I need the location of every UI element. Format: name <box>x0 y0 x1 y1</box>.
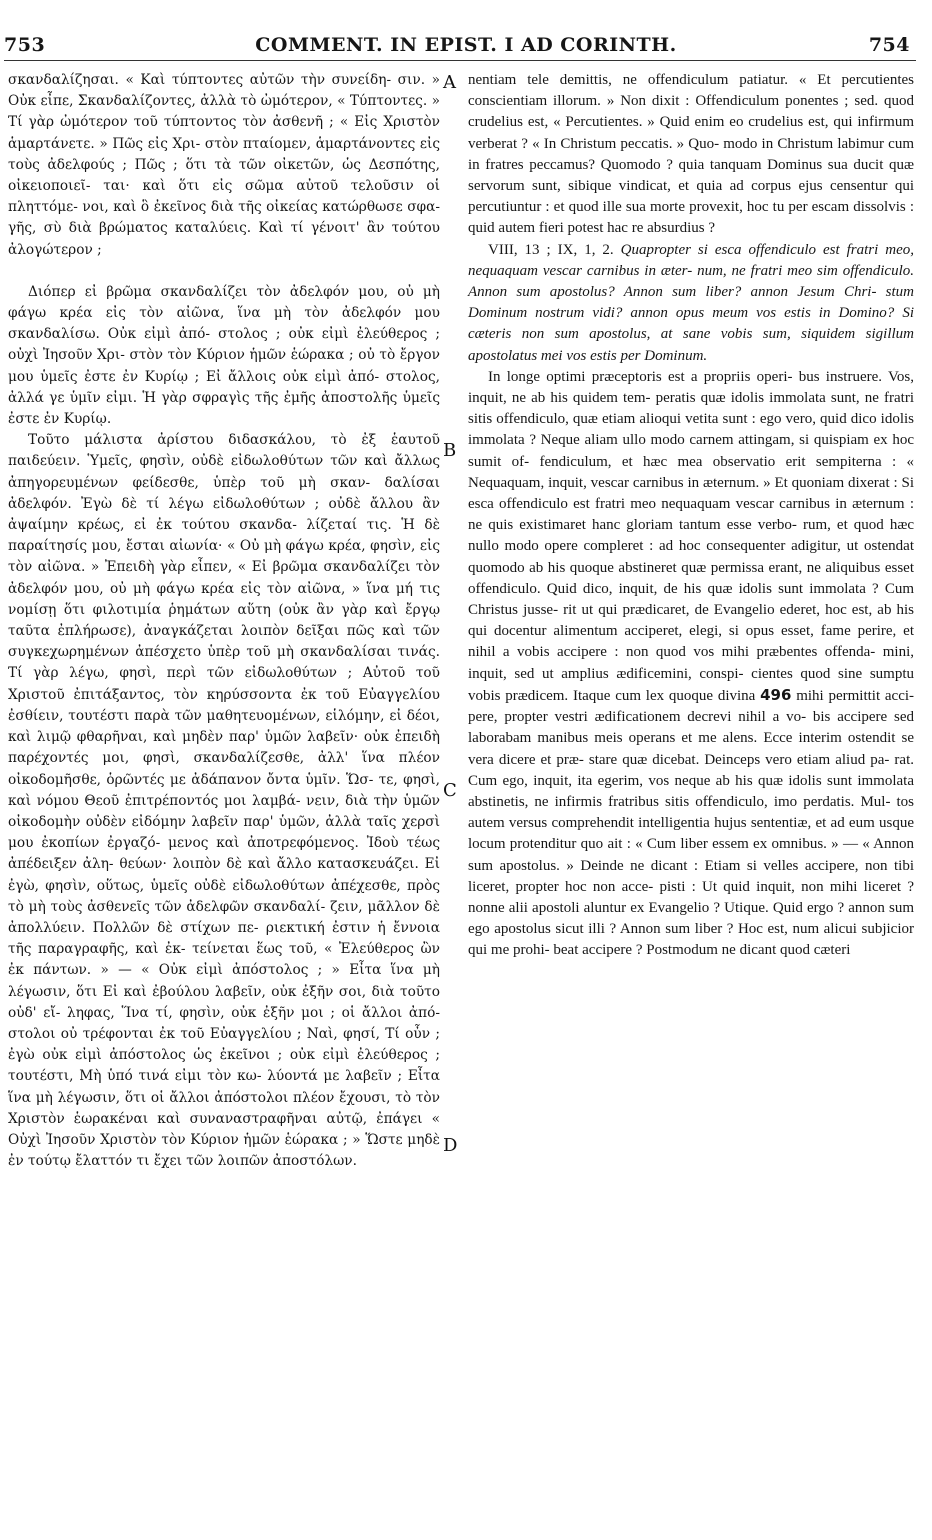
marker-c: C <box>443 780 457 801</box>
marker-b: B <box>443 440 457 461</box>
scripture-text: Quapropter si esca offendiculo est fratri meo, nequaquam vescar carnibus in æter- num, ne fratri meo sim offendiculo. Annon sum apostolus? Annon sum liber? annon Jesum Chri- stum Dominum nostrum vidi? annon opus meum vos estis in Domino? Si cæteris non sum apostolus, at sane vobis sum, siquidem sigillum apostolatus mei vos estis per Dominum. <box>468 241 915 364</box>
page-number-right: 754 <box>868 34 910 56</box>
scripture-reference: VIII, 13 ; IX, 1, 2. <box>488 241 614 258</box>
marker-d: D <box>443 1135 458 1156</box>
column-number: 496 <box>760 685 792 704</box>
latin-paragraph-3-part-1: In longe optimi præceptoris est a propriis operi- bus instruere. Vos, inquit, ne ab his quidem tem- peratis quæ idolis immolata sunt, ne fratri sitis offendiculo, quæ etiam alioqui vetita sunt : ego vero, quid dico idolis immolata ? Neque aliam ullo modo carnem attingam, si quispiam ex hoc sumit of- fendiculum, et hæc mea observatio erit sempiterna : « Nequaquam, inquit, vescar carnibus in æternum. » Et quoniam dixerat : Si esca offendiculo est fratri meo nequaquam vescar carnibus in æternum : ne quis existimaret hanc gloriam tantum esse verbo- rum, et quod hæc nullo modo opere compleret : ad hoc consequenter adigitur, ut ostendat quomodo ab his quoque abstineret quæ permissa erant, ne aliquibus esset offendiculo. Quid dico, inquit, de his quæ idolis sunt immolata ? Cum Christus jusse- rit ut qui prædicaret, de Evangelio ederet, hoc est, ab his qui docentur alimentum acciperet, elegi, si opus esset, fame perire, et nihil a vobis accipere : non quod vos mihi præbentes offenda- mini, inquit, sed ut amplius ædificemini, conspi- cientes quod sine sumptu vobis prædicem. Itaque cum lex quoque divina <box>468 368 914 704</box>
latin-paragraph-3-part-2: mihi permittit acci- pere, propter vestri ædificationem decrevi nihil a vo- bis accipere sed laborabam manibus meis operans et me alens. Ecce interim ostendit se vera dicere et præ- stare quæ dicebat. Deinceps vero etiam aliud pa- rat. Cum ego, inquit, ita egerim, vos neque ab his quæ idolis sunt immolata abstinetis, ne infirmis fratribus sitis offendiculo, imo perdatis. Mul- tos autem versus comprehendit intelligentia hujus sententiæ, et ad eum usque locum protenditur quo ait : « Cum liber essem ex omnibus. » — « Annon sum apostolus. » Deinde ne dicant : Etiam si velles accipere, non tibi liceret, propter hoc non acce- pisti : Ut quid inquit, non mihi liceret ? nonne alii apostoli aluntur ex Evangelio ? Utique. Quid ergo ? annon sum ego apostolus sicut illi ? Annon sum liber ? Hoc est, num alicui subjicior qui me prohi- beat accipere ? Postmodum ne dicant quod cæteri <box>468 687 915 959</box>
greek-paragraph-2: Διόπερ εἰ βρῶμα σκανδαλίζει τὸν ἀδελφόν μου, οὐ μὴ φάγω κρέα εἰς τὸν αἰῶνα, ἵνα μὴ τὸν ἀδελφόν μου σκανδαλίσω. Οὐκ εἰμὶ ἀπό- στολος ; οὐκ εἰμὶ ἐλεύθερος ; οὐχὶ Ἰησοῦν Χρι- στὸν τὸν Κύριον ἡμῶν ἑώρακα ; οὐ τὸ ἔργον μου ὑμεῖς ἐστε ἐν Κυρίῳ ; Εἰ ἄλλοις οὐκ εἰμὶ ἀπό- στολος, ἀλλά γε ὑμῖν εἰμι. Ἡ γὰρ σφραγὶς τῆς ἐμῆς ἀποστολῆς ὑμεῖς ἐστε ἐν Κυρίῳ. <box>8 283 440 428</box>
header-rule <box>4 60 916 61</box>
running-title: COMMENT. IN EPIST. I AD CORINTH. <box>255 34 677 56</box>
latin-paragraph-2 <box>468 240 914 367</box>
marker-a: A <box>443 72 456 93</box>
latin-column <box>468 70 914 962</box>
latin-paragraph-3 <box>468 367 914 962</box>
latin-paragraph-1: nentiam tele demittis, ne offendiculum patiatur. « Et percutientes conscientiam illorum. » Non dixit : Offendiculum ponentes ; sed. quod crudelius est, « Percutientes. » Quid enim eo crudelius est, qui infirmum verberat ? « In Christum peccatis. » Quo- modo in Christum labimur cum in fratres peccamus? Quomodo ? quia tanquam Dominus sua ducit quæ servorum sunt, sibique vindicat, et quia ad corpus ejus censentur qui percutiuntur : et quod ille sua morte provexit, hoc tu per escam dissolvis : quid autem fieri potest hac re absurdius ? <box>468 72 914 237</box>
page-number-left: 753 <box>4 34 46 56</box>
greek-paragraph-3: Τοῦτο μάλιστα ἀρίστου διδασκάλου, τὸ ἐξ ἑαυτοῦ παιδεύειν. Ὑμεῖς, φησὶν, οὐδὲ εἰδωλοθύτων τῶν καὶ ἄλλως ἀπηγορευμένων φείδεσθε, ὑπὲρ τοῦ μὴ σκαν- δαλίσαι ἀδελφόν. Ἐγὼ δὲ τί λέγω εἰδωλοθύτων ; οὐδὲ ἄλλου ἂν ἀψαίμην κρέως, εἰ ἐκ τούτου σκανδα- λίζεταί τις. Ἡ δὲ παραίτησίς μου, ἔσται αἰωνία· « Οὐ μὴ φάγω κρέα, φησὶν, εἰς τὸν αἰῶνα. » Ἐπειδὴ γὰρ εἶπεν, « Εἰ βρῶμα σκανδαλίζει τὸν ἀδελφόν μου, οὐ μὴ φάγω κρέα εἰς τὸν αἰῶνα, » ἵνα μή τις νομίσῃ ὅτι φιλοτιμία ῥημάτων αὕτη (οὐκ ἂν γὰρ καὶ ἔργῳ ταῦτα ἐπλήρωσε), ἀναγκάζεται λοιπὸν δεῖξαι πῶς καὶ τῶν συγκεχωρημένων ἀπέσχετο ὑπὲρ τοῦ μὴ σκανδαλίσαι τινάς. Τί γὰρ λέγω, φησὶ, περὶ τῶν εἰδωλοθύτων ; Αὐτοῦ τοῦ Χριστοῦ ἐπιτάξαντος, τὸν κηρύσσοντα ἐκ τοῦ Εὐαγγελίου ἐσθίειν, τουτέστι παρὰ τῶν μαθητευομένων, εἱλόμην, εἰ δέοι, καὶ λιμῷ φθαρῆναι, καὶ μηδὲν παρ' ὑμῶν λαβεῖν· οὐκ ἐπειδὴ παρέχοντές μοι, φησὶ, σκανδαλίζεσθε, ἀλλ' ἵνα πλέον οἰκοδομῆσθε, ὁρῶντές με ἀδάπανον ὄντα ὑμῖν. Ὥσ- τε, φησὶ, καὶ νόμου Θεοῦ ἐπιτρέποντός μοι λαμβά- νειν, διὰ τὴν ὑμῶν οἰκοδομὴν οὐδὲν εἰδόμην λαβεῖν παρ' ὑμῶν, ἀλλὰ ταῖς χερσὶ μου ἐκοπίων ἐργαζό- μενος καὶ ἀποτρεφόμενος. Ἰδοὺ τέως ἀπέδειξεν ἀλη- θεύων· λοιπὸν δὲ καὶ ἄλλο κατασκευάζει. Εἰ ἐγὼ, φησὶν, οὕτως, ὑμεῖς οὐδὲ εἰδωλοθύτων ἀπέχεσθε, πρὸς τὸ μὴ τοὺς ἀσθενεῖς τῶν ἀδελφῶν σκανδαλί- ζειν, μᾶλλον δὲ ἀπολλύειν. Πολλῶν δὲ στίχων πε- ριεκτική ἐστιν ἡ ἔννοια τῆς παραγραφῆς, καὶ ἐκ- τείνεται ἕως τοῦ, « Ἐλεύθερος ὢν ἐκ πάντων. » — « Οὐκ εἰμὶ ἀπόστολος ; » Εἶτα ἵνα μὴ λέγωσιν, ὅτι Εἰ καὶ ἐβούλου λαβεῖν, οὐκ ἐξῆν σοι, διὰ τοῦτο οὐδ' εἴ- ληφας, Ἵνα τί, φησὶν, οὐκ ἐξῆν μοι ; οἱ ἄλλοι ἀπό- στολοι οὐ τρέφονται ἐκ τοῦ Εὐαγγελίου ; Ναὶ, φησί, Τί οὖν ; ἐγὼ οὐκ εἰμὶ ἀπόστολος ὡς ἐκεῖνοι ; οὐκ εἰμὶ ἐλεύθερος ; τουτέστι, Μὴ ὑπό τινά εἰμι τὸν κω- λύοντά με λαβεῖν ; Εἶτα ἵνα μὴ λέγωσιν, ὅτι οἱ ἄλλοι ἀπόστολοι πλέον ἔχουσι, τὸ τὸν Χριστὸν ἑωρακέναι καὶ συναναστραφῆναι αὐτῷ, ἐπάγει « Οὐχὶ Ἰησοῦν Χριστὸν τὸν Κύριον ἡμῶν ἑώρακα ; » Ὥστε μηδὲ ἐν τούτῳ ἔλαττόν τι ἔχει τῶν λοιπῶν ἀποστόλων. <box>8 432 440 1170</box>
greek-paragraph-1: σκανδαλίζησαι. « Καὶ τύπτοντες αὐτῶν τὴν συνείδη- σιν. » Οὐκ εἶπε, Σκανδαλίζοντες, ἀλλὰ τὸ ὠμότερον, « Τύπτοντες. » Τί γὰρ ὠμότερον τοῦ τύπτοντος τὸν ἀσθενῆ ; « Εἰς Χριστὸν ἁμαρτάνετε. » Πῶς εἰς Χρι- στὸν πταίομεν, ἁμαρτάνοντες εἰς τοὺς ἀδελφούς ; Πῶς ; ὅτι τὰ τῶν οἰκετῶν, ὡς Δεσπότης, οἰκειοποιεῖ- ται· καὶ ὅτι εἰς σῶμα αὐτοῦ τελοῦσιν οἱ πληττόμε- νοι, καὶ ὃ ἐκεῖνος διὰ τῆς οἰκείας κατώρθωσε σφα- γῆς, σὺ διὰ βρώματος καταλύεις. Καὶ τί γένοιτ' ἂν τούτου ἀλογώτερον ; <box>8 72 440 258</box>
greek-column <box>8 70 440 1172</box>
